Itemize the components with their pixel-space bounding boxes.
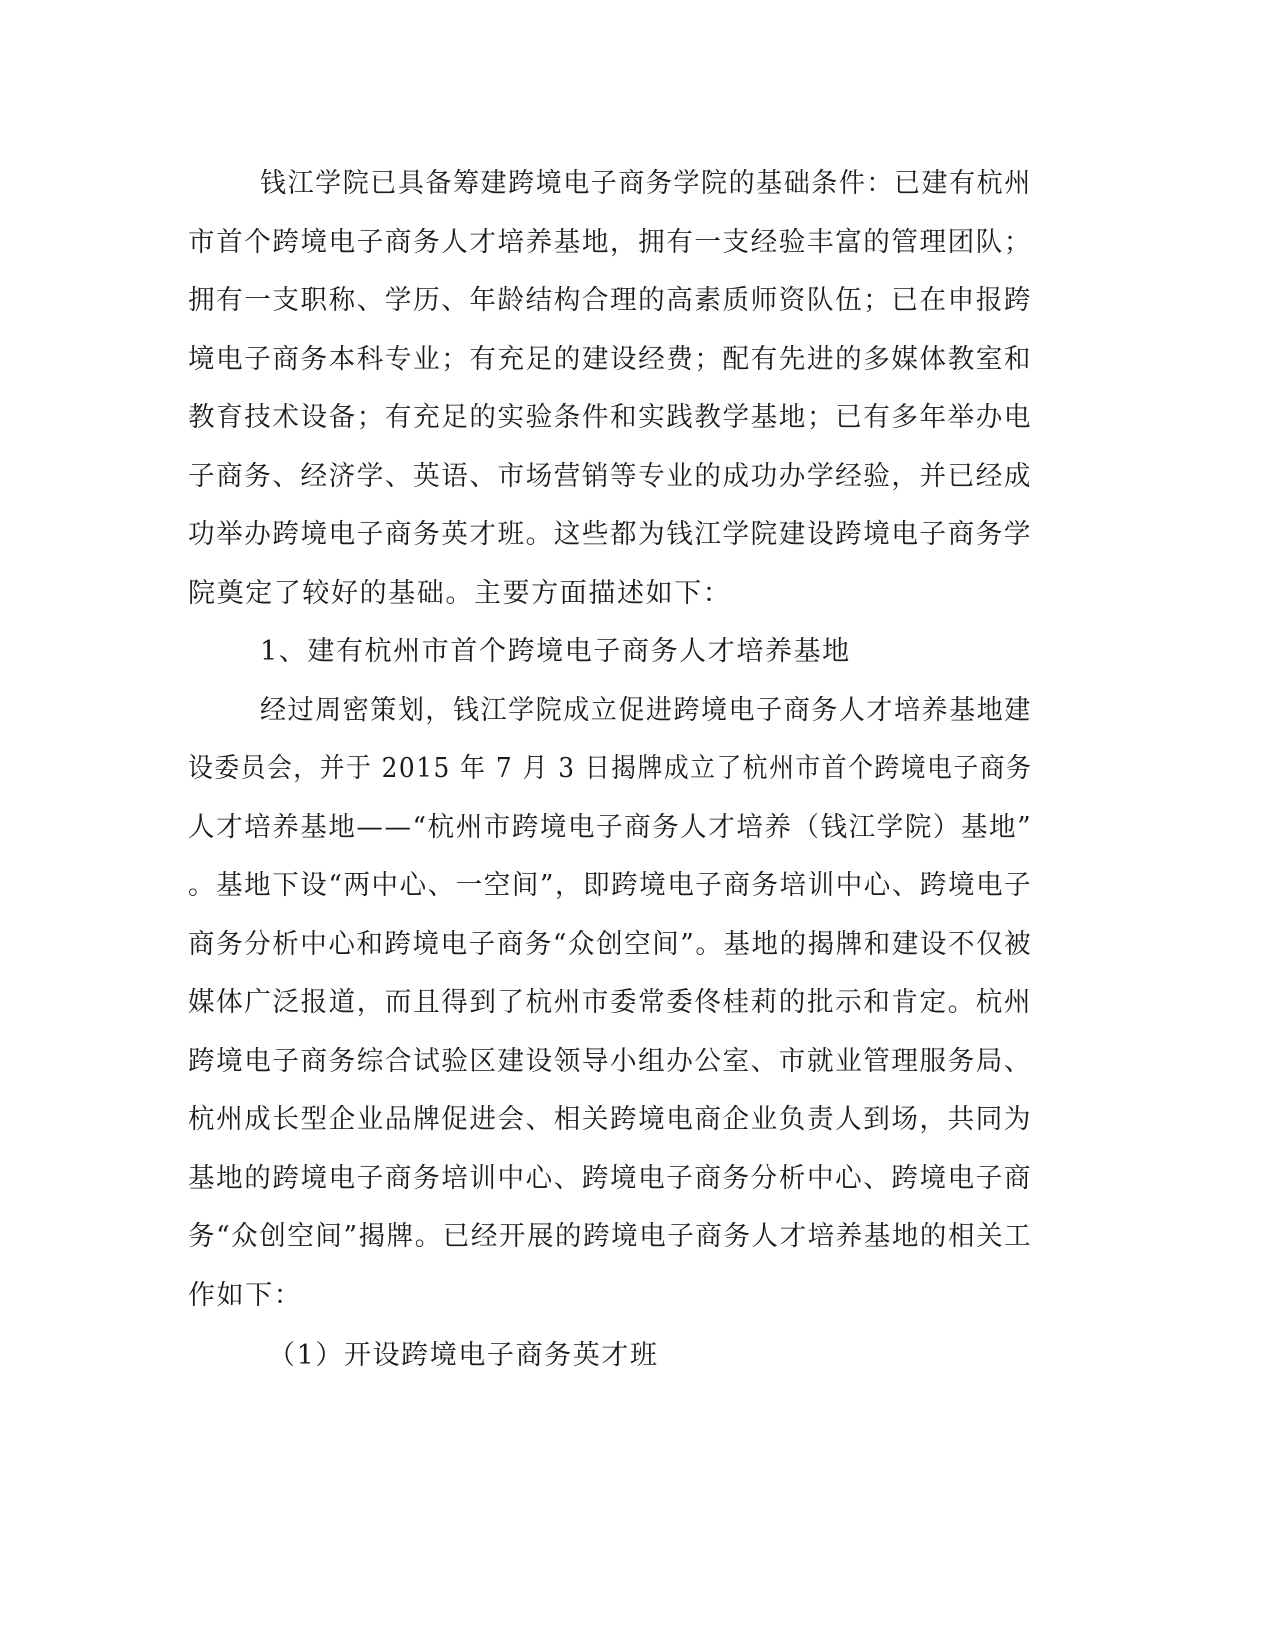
paragraph-2-line-3: 人才培养基地——“杭州市跨境电子商务人才培养（钱江学院）基地”: [188, 812, 1033, 843]
paragraph-2-line-10: 务“众创空间”揭牌。已经开展的跨境电子商务人才培养基地的相关工: [188, 1221, 1033, 1252]
paragraph-2-line-1: 经过周密策划，钱江学院成立促进跨境电子商务人才培养基地建: [260, 695, 1032, 726]
paragraph-1-line-2: 市首个跨境电子商务人才培养基地，拥有一支经验丰富的管理团队；: [188, 227, 1033, 258]
paragraph-1-line-5: 教育技术设备；有充足的实验条件和实践教学基地；已有多年举办电: [188, 402, 1033, 433]
paragraph-2-line-6: 媒体广泛报道，而且得到了杭州市委常委佟桂莉的批示和肯定。杭州: [188, 987, 1033, 1018]
paragraph-1-line-1: 钱江学院已具备筹建跨境电子商务学院的基础条件：已建有杭州: [260, 168, 1032, 199]
paragraph-2-line-8: 杭州成长型企业品牌促进会、相关跨境电商企业负责人到场，共同为: [188, 1104, 1033, 1135]
section-heading-1: 1、建有杭州市首个跨境电子商务人才培养基地: [260, 636, 851, 667]
paragraph-1-line-6: 子商务、经济学、英语、市场营销等专业的成功办学经验，并已经成: [188, 461, 1033, 492]
paragraph-1-line-7: 功举办跨境电子商务英才班。这些都为钱江学院建设跨境电子商务学: [188, 519, 1033, 550]
paragraph-2-line-9: 基地的跨境电子商务培训中心、跨境电子商务分析中心、跨境电子商: [188, 1163, 1033, 1194]
paragraph-1-line-4: 境电子商务本科专业；有充足的建设经费；配有先进的多媒体教室和: [188, 344, 1033, 375]
subsection-heading-1: （1）开设跨境电子商务英才班: [268, 1340, 659, 1371]
paragraph-2-line-5: 商务分析中心和跨境电子商务“众创空间”。基地的揭牌和建设不仅被: [188, 929, 1033, 960]
paragraph-2-line-2: 设委员会，并于 2015 年 7 月 3 日揭牌成立了杭州市首个跨境电子商务: [188, 753, 1033, 784]
paragraph-2-line-7: 跨境电子商务综合试验区建设领导小组办公室、市就业管理服务局、: [188, 1046, 1033, 1077]
paragraph-2-line-11: 作如下：: [188, 1280, 303, 1311]
paragraph-2-line-4: 。基地下设“两中心、一空间”，即跨境电子商务培训中心、跨境电子: [188, 870, 1033, 901]
paragraph-1-line-3: 拥有一支职称、学历、年龄结构合理的高素质师资队伍；已在申报跨: [188, 285, 1033, 316]
paragraph-1-line-8: 院奠定了较好的基础。主要方面描述如下：: [188, 578, 732, 609]
